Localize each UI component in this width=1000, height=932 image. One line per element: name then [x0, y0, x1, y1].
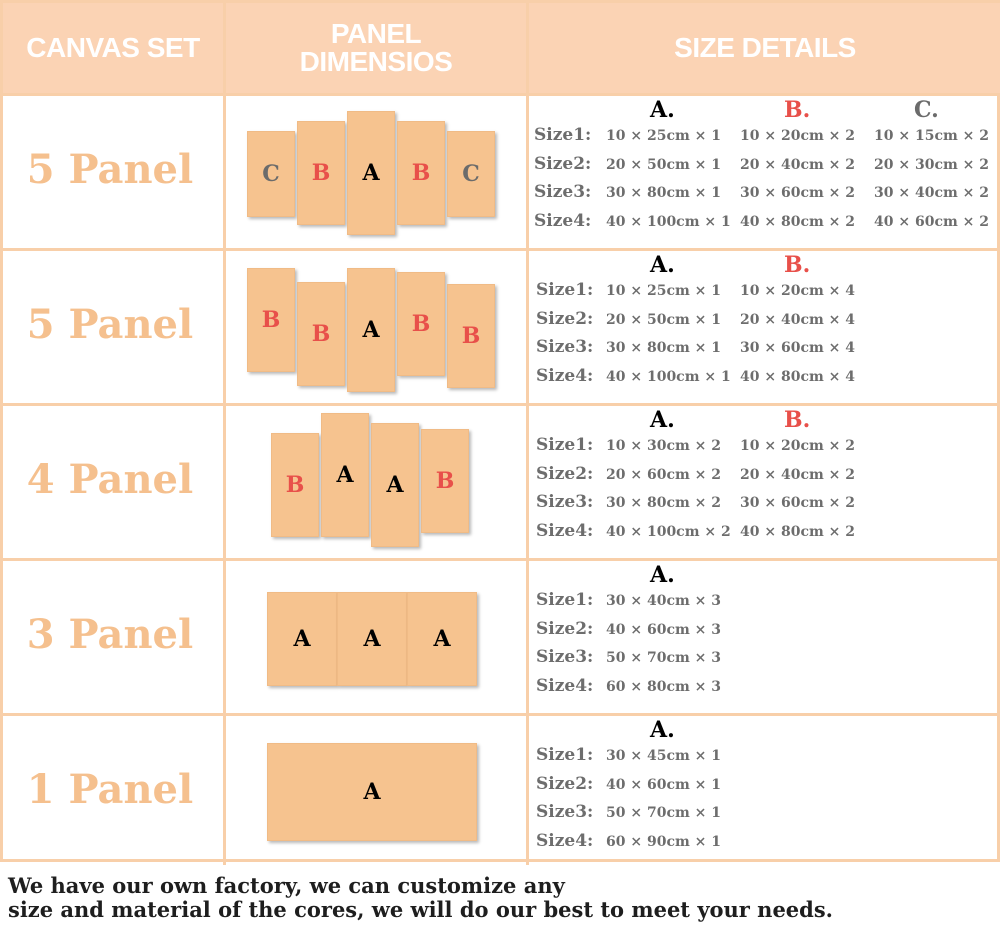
size-column-header: B. [784, 97, 811, 123]
size-details [526, 93, 998, 245]
size-value: 50 × 70cm × 3 [606, 650, 722, 666]
size-label: Size3: [536, 492, 594, 512]
size-label: Size2: [536, 463, 594, 484]
size-details [526, 558, 998, 710]
size-value: 10 × 30cm × 2 [606, 438, 722, 454]
canvas-panel-a: A [407, 592, 477, 686]
size-details [526, 713, 998, 865]
canvas-panel-a: A [347, 111, 395, 235]
header-panel-dimensions [226, 3, 526, 93]
size-column-header: A. [650, 717, 675, 743]
size-value: 30 × 60cm × 2 [740, 495, 856, 511]
size-value: 20 × 40cm × 4 [740, 311, 856, 328]
size-label: Size1: [536, 590, 594, 610]
table-header [3, 3, 1000, 93]
table-row [0, 93, 1000, 245]
size-value: 30 × 80cm × 1 [606, 340, 722, 356]
size-label: Size1: [536, 745, 594, 765]
canvas-panel-a: A [267, 743, 477, 841]
size-label: Size4: [536, 675, 594, 696]
size-column-header: A. [650, 562, 675, 588]
footer-note [8, 874, 998, 922]
table-row [0, 403, 1000, 555]
size-label: Size2: [536, 308, 594, 329]
size-column-header: B. [784, 407, 811, 433]
size-value: 40 × 80cm × 2 [740, 213, 856, 230]
size-label: Size4: [536, 830, 594, 851]
canvas-panel-b: B [247, 268, 295, 372]
size-label: Size4: [536, 520, 594, 541]
size-value: 10 × 15cm × 2 [874, 128, 990, 144]
table-row [0, 713, 1000, 865]
canvas-panel-a: A [321, 413, 369, 537]
size-value: 30 × 40cm × 3 [606, 593, 722, 609]
size-value: 20 × 30cm × 2 [874, 156, 990, 173]
size-value: 20 × 40cm × 2 [740, 156, 856, 173]
size-value: 40 × 80cm × 4 [740, 368, 856, 385]
canvas-panel-b: B [297, 121, 345, 225]
footer-line-1: We have our own factory, we can customize any [8, 873, 565, 898]
panel-count-label: 3 Panel [26, 610, 194, 658]
size-value: 60 × 80cm × 3 [606, 678, 722, 695]
canvas-panel-a: A [347, 268, 395, 392]
size-label: Size3: [536, 802, 594, 822]
table-row [0, 558, 1000, 710]
canvas-panel-b: B [397, 121, 445, 225]
canvas-panel-c: C [447, 131, 495, 217]
panel-count-label: 1 Panel [26, 765, 194, 813]
canvas-panel-a: A [371, 423, 419, 547]
panel-layout-illustration [223, 713, 523, 865]
footer-line-2: size and material of the cores, we will do our best to meet your needs. [8, 897, 833, 922]
size-value: 30 × 45cm × 1 [606, 748, 722, 764]
canvas-panel-c: C [247, 131, 295, 217]
size-label: Size1: [536, 435, 594, 455]
size-label: Size2: [534, 153, 592, 174]
size-value: 10 × 20cm × 4 [740, 283, 856, 299]
size-column-header: C. [914, 97, 939, 123]
size-value: 40 × 60cm × 1 [606, 776, 722, 793]
size-value: 30 × 80cm × 2 [606, 495, 722, 511]
size-value: 40 × 100cm × 1 [606, 368, 731, 385]
size-value: 30 × 40cm × 2 [874, 185, 990, 201]
size-column-header: A. [650, 407, 675, 433]
size-label: Size3: [536, 337, 594, 357]
size-value: 10 × 25cm × 1 [606, 283, 722, 299]
size-value: 40 × 100cm × 2 [606, 523, 731, 540]
size-value: 10 × 20cm × 2 [740, 438, 856, 454]
table-row [0, 248, 1000, 400]
size-value: 30 × 60cm × 4 [740, 340, 856, 356]
size-value: 50 × 70cm × 1 [606, 805, 722, 821]
canvas-panel-a: A [267, 592, 337, 686]
size-value: 10 × 20cm × 2 [740, 128, 856, 144]
size-column-header: B. [784, 252, 811, 278]
size-value: 40 × 80cm × 2 [740, 523, 856, 540]
panel-layout-illustration [223, 403, 523, 555]
header-size-details: SIZE DETAILS [674, 32, 856, 63]
size-label: Size2: [536, 618, 594, 639]
size-value: 20 × 60cm × 2 [606, 466, 722, 483]
header-panel-line1: PANEL [330, 18, 422, 49]
size-details [526, 403, 998, 555]
canvas-panel-b: B [297, 282, 345, 386]
size-value: 30 × 80cm × 1 [606, 185, 722, 201]
size-column-header: A. [650, 252, 675, 278]
canvas-panel-b: B [447, 284, 495, 388]
header-panel-line2: DIMENSIOS [299, 46, 453, 77]
size-label: Size3: [534, 182, 592, 202]
size-value: 40 × 60cm × 3 [606, 621, 722, 638]
canvas-panel-b: B [421, 429, 469, 533]
size-label: Size2: [536, 773, 594, 794]
size-value: 40 × 60cm × 2 [874, 213, 990, 230]
size-details [526, 248, 998, 400]
size-value: 30 × 60cm × 2 [740, 185, 856, 201]
size-column-header: A. [650, 97, 675, 123]
canvas-panel-b: B [397, 272, 445, 376]
panel-layout-illustration [223, 558, 523, 710]
panel-count-label: 5 Panel [26, 300, 194, 348]
panel-count-label: 5 Panel [26, 145, 194, 193]
header-canvas-set: CANVAS SET [26, 32, 200, 63]
size-label: Size1: [534, 125, 592, 145]
canvas-panel-b: B [271, 433, 319, 537]
size-value: 20 × 50cm × 1 [606, 156, 722, 173]
size-label: Size4: [534, 210, 592, 231]
size-label: Size3: [536, 647, 594, 667]
size-value: 20 × 40cm × 2 [740, 466, 856, 483]
size-label: Size4: [536, 365, 594, 386]
canvas-panel-a: A [337, 592, 407, 686]
size-value: 20 × 50cm × 1 [606, 311, 722, 328]
size-value: 40 × 100cm × 1 [606, 213, 731, 230]
panel-layout-illustration [223, 93, 523, 245]
size-value: 10 × 25cm × 1 [606, 128, 722, 144]
panel-layout-illustration [223, 248, 523, 400]
size-value: 60 × 90cm × 1 [606, 833, 722, 850]
size-label: Size1: [536, 280, 594, 300]
panel-count-label: 4 Panel [26, 455, 194, 503]
